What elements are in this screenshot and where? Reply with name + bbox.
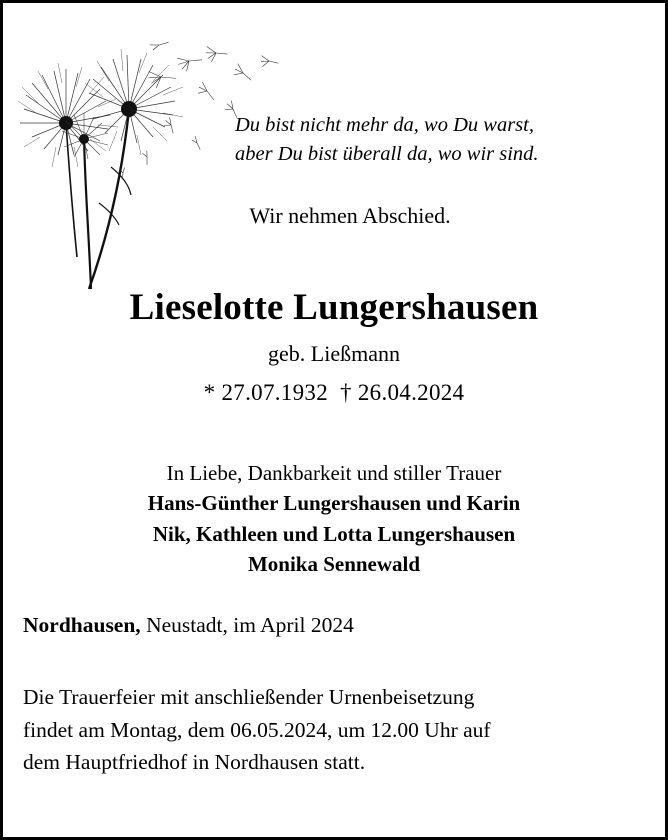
quote-text — [235, 111, 655, 169]
quote-line-1: Du bist nicht mehr da, wo Du warst, — [235, 114, 534, 136]
mourners-line-1: Hans-Günther Lungershausen und Karin — [147, 491, 521, 516]
mourners-block — [3, 458, 665, 580]
ceremony-details — [23, 681, 645, 779]
place-city: Nordhausen, — [23, 613, 141, 637]
life-dates — [3, 380, 665, 406]
place-and-date — [23, 613, 354, 638]
farewell-text: Wir nehmen Abschied. — [249, 203, 451, 228]
ceremony-line-3: dem Hauptfriedhof in Nordhausen statt. — [23, 750, 366, 775]
maiden-name: geb. Ließmann — [268, 341, 400, 366]
mourners-line-3: Monika Sennewald — [247, 552, 421, 577]
ceremony-line-1: Die Trauerfeier mit anschließender Urnenbeisetzung — [23, 685, 475, 709]
birth-date: * 27.07.1932 — [203, 380, 328, 405]
place-rest: Neustadt, im April 2024 — [140, 613, 354, 637]
mourners-line-2: Nik, Kathleen und Lotta Lungershausen — [152, 521, 516, 546]
quote-line-2: aber Du bist überall da, wo wir sind. — [235, 143, 539, 166]
death-date: † 26.04.2024 — [340, 380, 465, 405]
mourners-intro: In Liebe, Dankbarkeit und stiller Trauer — [166, 461, 502, 485]
ceremony-line-2: findet am Montag, dem 06.05.2024, um 12.00 Uhr auf — [23, 717, 491, 742]
deceased-name: Lieselotte Lungershausen — [129, 287, 539, 328]
